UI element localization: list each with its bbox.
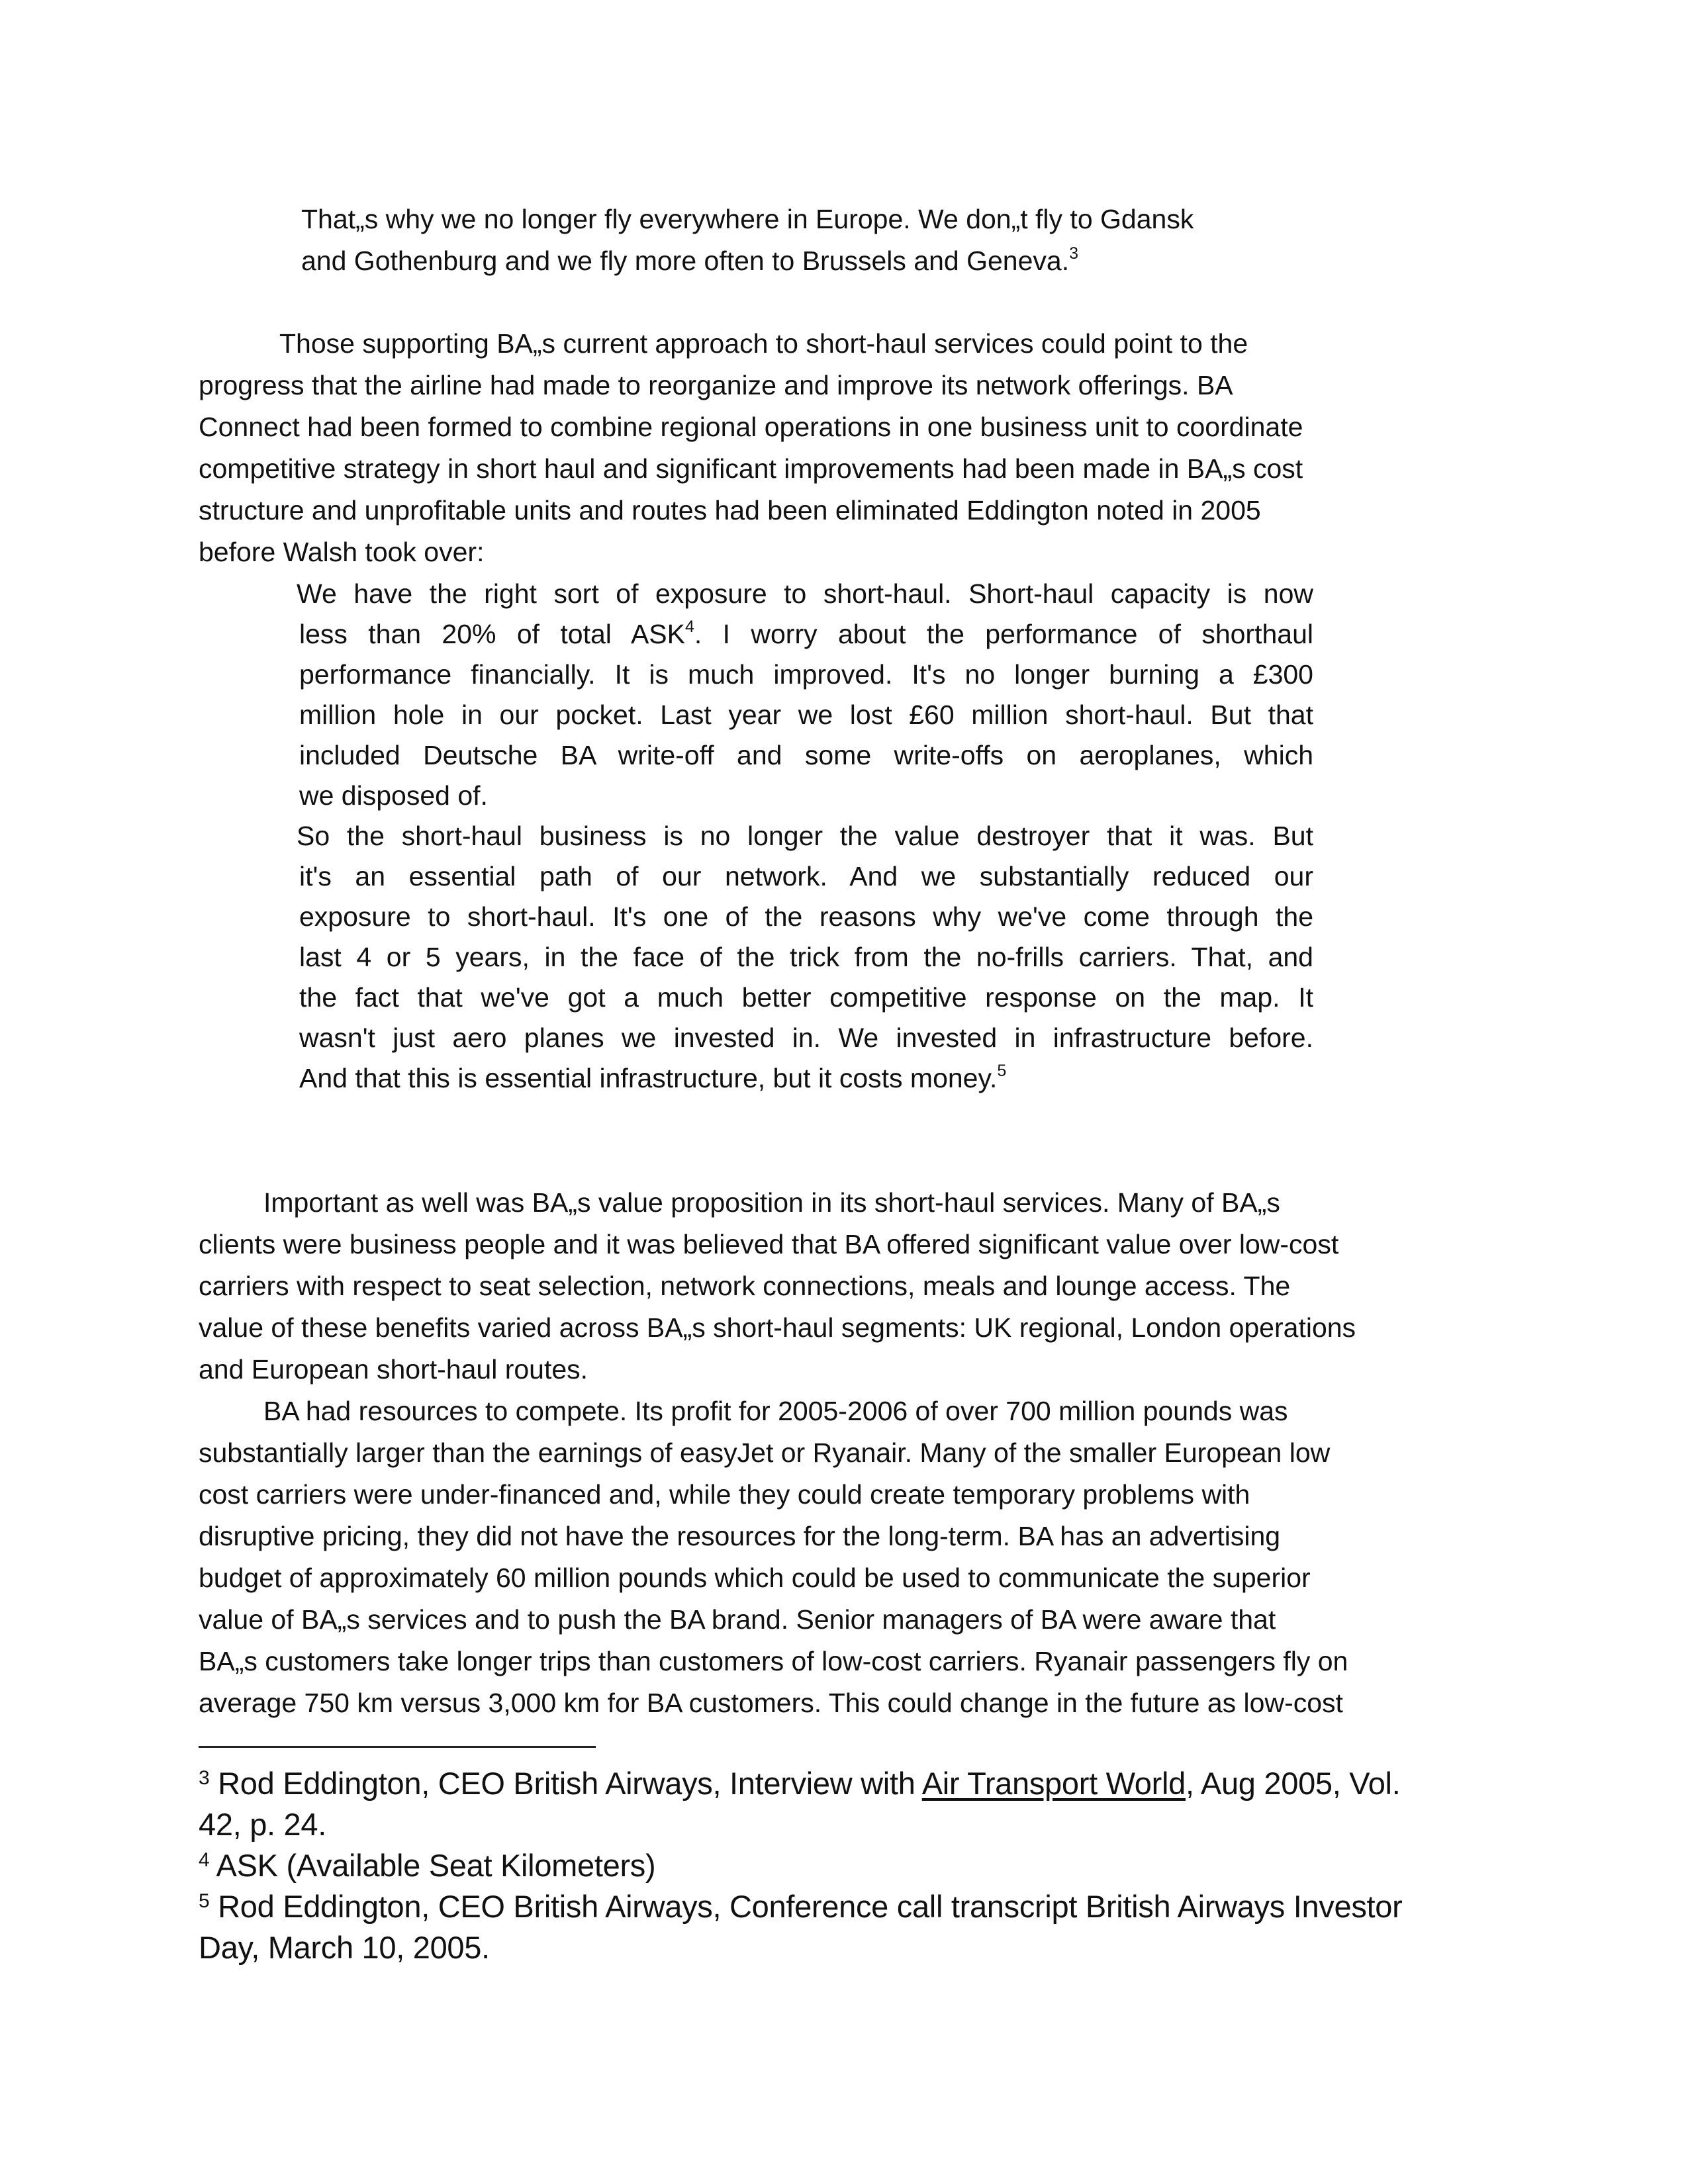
quote-line: the fact that we've got a much better competitive response on the map. It xyxy=(299,982,1313,1013)
paragraph-line: Those supporting BA„s current approach to short-haul services could point to the xyxy=(279,328,1248,359)
paragraph-line: progress that the airline had made to reorganize and improve its network offerings. BA xyxy=(199,370,1233,400)
paragraph-line: BA had resources to compete. Its profit for 2005-2006 of over 700 million pounds was xyxy=(263,1396,1288,1426)
publication-title: Air Transport World xyxy=(921,1766,1186,1801)
paragraph-line: substantially larger than the earnings of easyJet or Ryanair. Many of the smaller European low xyxy=(199,1437,1331,1468)
quote-line: And that this is essential infrastructure, but it costs money.$^5$ xyxy=(299,1062,1007,1093)
paragraph-line: cost carriers were under-financed and, while they could create temporary problems with xyxy=(199,1479,1250,1510)
quote-line: we disposed of. xyxy=(299,780,488,811)
paragraph-line: Important as well was BA„s value proposition in its short-haul services. Many of BA„s xyxy=(263,1187,1280,1218)
footnote-ref: 5 xyxy=(997,1062,1007,1081)
quote-line: wasn't just aero planes we invested in. We invested in infrastructure before. xyxy=(299,1023,1313,1053)
footnote-ref: 4 xyxy=(685,617,694,637)
quote-line: included Deutsche BA write-off and some write-offs on aeroplanes, which xyxy=(299,740,1313,770)
paragraph-line: clients were business people and it was believed that BA offered significant value over low-cost xyxy=(199,1229,1339,1259)
quote-line: So the short-haul business is no longer the value destroyer that it was. But xyxy=(297,821,1313,851)
quote-line: less than 20% of total ASK$^4$. I worry about the performance of shorthaul xyxy=(299,617,1313,649)
paragraph-line: BA„s customers take longer trips than customers of low-cost carriers. Ryanair passengers fly on xyxy=(199,1646,1348,1676)
footnote-5: $^5$ Rod Eddington, CEO British Airways, Conference call transcript British Airways Investor xyxy=(199,1889,1403,1924)
paragraph-line: before Walsh took over: xyxy=(199,537,485,567)
footnote-ref: 3 xyxy=(1069,244,1078,263)
paragraph-line: disruptive pricing, they did not have the resources for the long-term. BA has an advertising xyxy=(199,1521,1281,1551)
quote-line: last 4 or 5 years, in the face of the trick from the no-frills carriers. That, and xyxy=(299,942,1313,972)
paragraph-line: carriers with respect to seat selection, network connections, meals and lounge access. The xyxy=(199,1271,1291,1301)
footnote-3-cont: 42, p. 24. xyxy=(199,1807,326,1842)
paragraph-line: competitive strategy in short haul and significant improvements had been made in BA„s cost xyxy=(199,453,1303,484)
quote-line: exposure to short-haul. It's one of the reasons why we've come through the xyxy=(299,901,1313,932)
paragraph-line: budget of approximately 60 million pounds which could be used to communicate the superior xyxy=(199,1563,1311,1593)
quote-line: it's an essential path of our network. And we substantially reduced our xyxy=(299,861,1313,891)
quote-line: That„s why we no longer fly everywhere in Europe. We don„t fly to Gdansk xyxy=(301,204,1194,234)
quote-line: and Gothenburg and we fly more often to Brussels and Geneva.$^3$ xyxy=(301,244,1078,276)
quote-line: We have the right sort of exposure to short-haul. Short-haul capacity is now xyxy=(297,578,1313,609)
footnote-separator xyxy=(199,1746,596,1748)
paragraph-line: Connect had been formed to combine regional operations in one business unit to coordinate xyxy=(199,412,1303,442)
paragraph-line: structure and unprofitable units and routes had been eliminated Eddington noted in 2005 xyxy=(199,495,1261,525)
paragraph-line: average 750 km versus 3,000 km for BA customers. This could change in the future as low-cost xyxy=(199,1688,1343,1718)
paragraph-line: and European short-haul routes. xyxy=(199,1354,588,1385)
quote-line: million hole in our pocket. Last year we lost £60 million short-haul. But that xyxy=(299,700,1313,730)
footnote-5-cont: Day, March 10, 2005. xyxy=(199,1930,490,1965)
footnote-4: $^4$ ASK (Available Seat Kilometers) xyxy=(199,1848,656,1883)
footnote-3: $^3$ Rod Eddington, CEO British Airways, Interview with Air Transport World, Aug 2005, Vol. xyxy=(199,1766,1401,1801)
paragraph-line: value of BA„s services and to push the BA brand. Senior managers of BA were aware that xyxy=(199,1604,1276,1635)
quote-line: performance financially. It is much improved. It's no longer burning a £300 xyxy=(299,659,1313,690)
paragraph-line: value of these benefits varied across BA„s short-haul segments: UK regional, London operations xyxy=(199,1312,1356,1343)
